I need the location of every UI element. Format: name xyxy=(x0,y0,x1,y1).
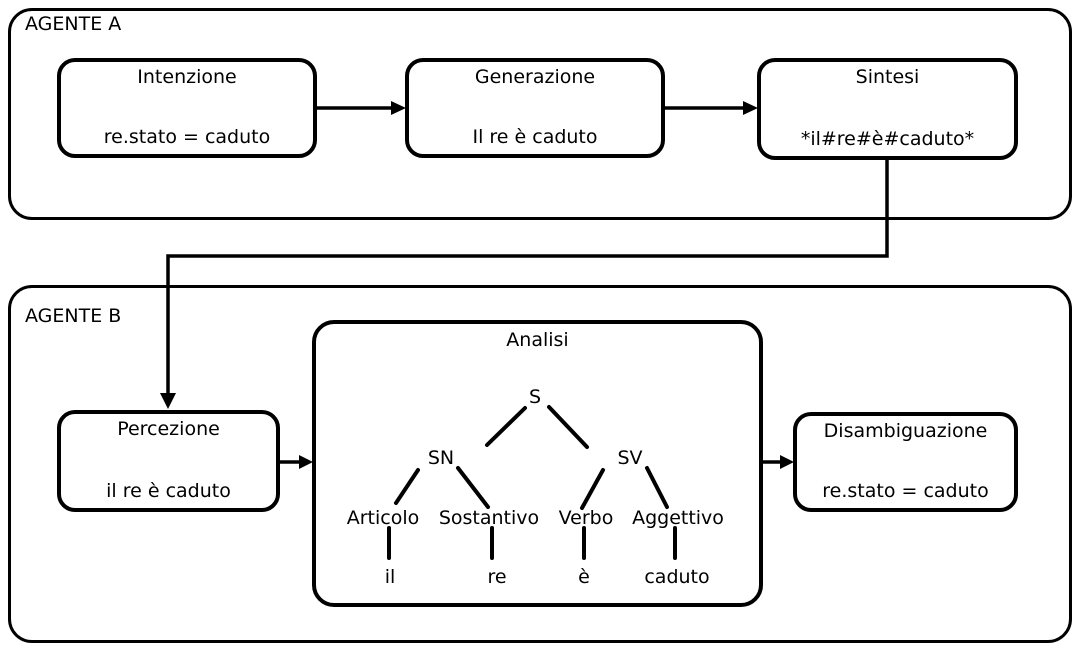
percezione-value: il re è caduto xyxy=(106,480,231,502)
tree-node-s: S xyxy=(528,386,542,408)
tree-word-re: re xyxy=(487,566,507,588)
tree-word-caduto: caduto xyxy=(644,566,710,588)
disambiguazione-title: Disambiguazione xyxy=(823,420,988,442)
tree-node-sv: SV xyxy=(617,447,643,469)
tree-node-verbo: Verbo xyxy=(558,507,614,529)
generazione-box xyxy=(405,58,665,158)
analisi-box xyxy=(312,320,763,607)
generazione-title: Generazione xyxy=(474,66,596,88)
intenzione-value: re.stato = caduto xyxy=(103,126,271,148)
tree-node-sn: SN xyxy=(427,447,455,469)
tree-node-sostantivo: Sostantivo xyxy=(438,507,540,529)
agent-a-label: AGENTE A xyxy=(25,13,122,35)
tree-word-il: il xyxy=(384,566,396,588)
generazione-value: Il re è caduto xyxy=(472,126,598,148)
intenzione-box xyxy=(57,58,317,158)
sintesi-value: *il#re#è#caduto* xyxy=(800,128,975,150)
intenzione-title: Intenzione xyxy=(137,66,237,88)
tree-word-e: è xyxy=(578,566,590,588)
disambiguazione-value: re.stato = caduto xyxy=(822,480,989,502)
disambiguazione-box xyxy=(793,412,1018,512)
analisi-title: Analisi xyxy=(506,329,569,351)
agent-b-label: AGENTE B xyxy=(25,305,122,327)
percezione-title: Percezione xyxy=(117,418,220,440)
sintesi-title: Sintesi xyxy=(855,66,920,88)
percezione-box xyxy=(57,410,280,512)
tree-node-articolo: Articolo xyxy=(346,507,420,529)
sintesi-box xyxy=(757,58,1018,160)
tree-node-aggettivo: Aggettivo xyxy=(632,507,724,529)
